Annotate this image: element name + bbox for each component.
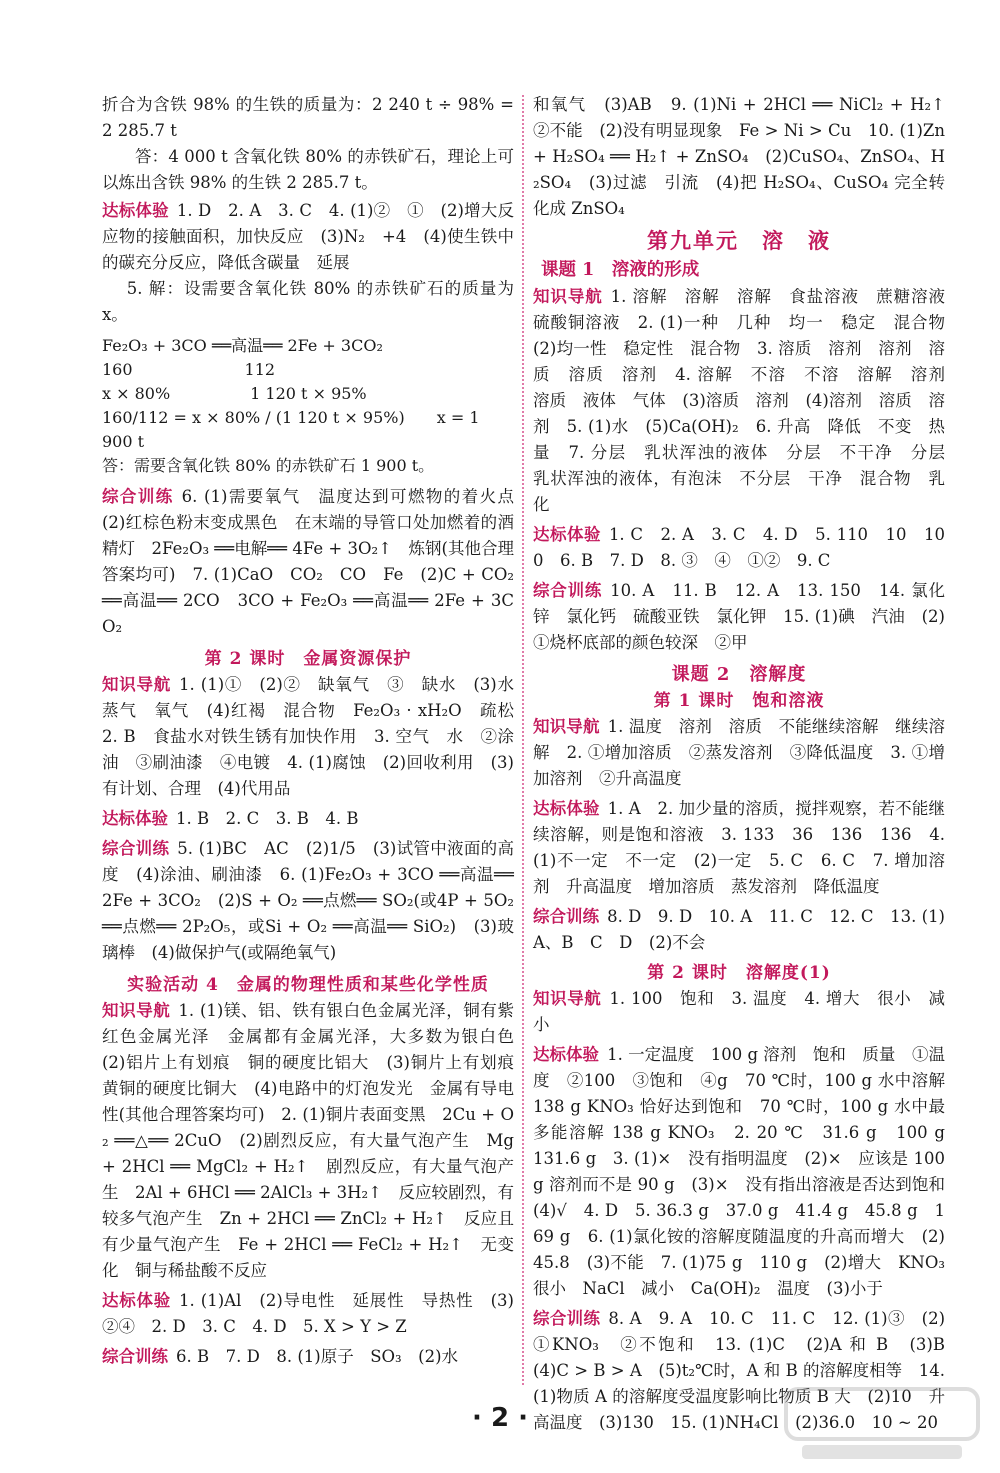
section-block bbox=[533, 284, 962, 518]
section-block bbox=[533, 986, 945, 1038]
section-label: 知识导航 bbox=[102, 1001, 171, 1020]
section-text: 6. (1)需要氧气 温度达到可燃物的着火点 (2)红棕色粉末变成黑色 在末端的导管口处加燃着的酒精灯 2Fe₂O₃ ══电解══ 4Fe + 3O₂↑ 炼钢(其他合理答案均可) 7. (1)CaO CO₂ CO Fe (2)C + CO₂ ══高温══ 2CO 3CO + Fe₂O₃ ══高温══ 2Fe + 3CO₂ bbox=[102, 487, 531, 636]
equation-line: 答：需要含氧化铁 80% 的赤铁矿石 1 900 t。 bbox=[102, 456, 435, 475]
section-text: 1. A 2. 加少量的溶质，搅拌观察，若不能继续溶解，则是饱和溶液 3. 133 36 136 136 4. (1)不一定 不一定 (2)一定 5. C 6. C 7. 增加溶剂 升高温度 增加溶质 蒸发溶剂 降低温度 bbox=[533, 799, 945, 896]
section-label: 知识导航 bbox=[533, 717, 600, 736]
section-text: 5. (1)BC AC (2)1/5 (3)试管中液面的高度 (4)涂油、刷油漆 6. (1)Fe₂O₃ + 3CO ══高温══ 2Fe + 3CO₂ (2)S + O₂ ══点燃══ SO₂(或4P + 5O₂ ══点燃══ 2P₂O₅，或Si + O₂ ══高温══ SiO₂) (3)玻璃棒 (4)做保护气(或隔绝氧气) bbox=[102, 839, 514, 962]
section-label: 综合训练 bbox=[102, 487, 174, 506]
section-block bbox=[533, 1042, 962, 1302]
section-label: 达标体验 bbox=[102, 809, 168, 828]
section-text: 8. D 9. D 10. A 11. C 12. C 13. (1)A、B C D (2)不会 bbox=[533, 907, 945, 952]
section-block bbox=[102, 198, 514, 276]
equation-line: 160/112 = x × 80% / (1 120 t × 95%) x = 1 900 t bbox=[102, 408, 480, 451]
page-number: · 2 · bbox=[472, 1403, 528, 1433]
section-text: 1. (1)Al (2)导电性 延展性 导热性 (3)②④ 2. D 3. C 4. D 5. X > Y > Z bbox=[102, 1291, 514, 1336]
section-block bbox=[102, 1344, 514, 1370]
section-text: 1. C 2. A 3. C 4. D 5. 110 10 100 6. B 7. D 8. ③ ④ ①② 9. C bbox=[533, 525, 945, 570]
section-block bbox=[102, 998, 531, 1284]
topic-title: 课题 2 溶解度 bbox=[671, 664, 807, 685]
paragraph: 5. 解：设需要含氧化铁 80% 的赤铁矿石的质量为 x。 bbox=[102, 279, 514, 324]
section-text: 1. 温度 溶剂 溶质 不能继续溶解 继续溶解 2. ①增加溶质 ②蒸发溶剂 ③降低温度 3. ①增加溶剂 ②升高温度 bbox=[533, 717, 945, 788]
lesson-title: 第 2 课时 金属资源保护 bbox=[204, 649, 412, 669]
activity-title: 实验活动 4 金属的物理性质和某些化学性质 bbox=[127, 975, 489, 995]
section-text: 1. D 2. A 3. C 4. (1)② ① (2)增大反应物的接触面积，加快反应 (3)N₂ +4 (4)使生铁中的碳充分反应，降低含碳量 延展 bbox=[102, 201, 514, 272]
section-label: 知识导航 bbox=[102, 675, 172, 694]
column-divider bbox=[522, 95, 524, 1385]
paragraph: 答：4 000 t 含氧化铁 80% 的赤铁矿石，理论上可以炼出含铁 98% 的生铁 2 285.7 t。 bbox=[102, 147, 514, 192]
equation-line: Fe₂O₃ + 3CO ══高温══ 2Fe + 3CO₂ bbox=[102, 336, 383, 355]
section-block bbox=[533, 904, 945, 956]
section-text: 1. 一定温度 100 g 溶剂 饱和 质量 ①温度 ②100 ③饱和 ④g 70 ℃时，100 g 水中溶解 138 g KNO₃ 恰好达到饱和 70 ℃时，100 g 水中最多能溶解 138 g KNO₃ 2. 20 ℃ 31.6 g 100 g 131.6 g 3. (1)× 没有指明温度 (2)× 应该是 100 g 溶剂而不是 90 g (3)× 没有指出溶液是否达到饱和 (4)√ 4. D 5. 36.3 g 37.0 g 41.4 g 45.8 g 169 g 6. (1)氯化铵的溶解度随温度的升高而增大 (2)45.8 (3)不能 7. (1)75 g 110 g (2)增大 KNO₃ 很小 NaCl 减小 Ca(OH)₂ 温度 (3)小于 bbox=[533, 1045, 962, 1298]
section-block bbox=[533, 522, 945, 574]
section-text: 1. B 2. C 3. B 4. B bbox=[176, 809, 359, 828]
section-block bbox=[102, 806, 514, 832]
section-label: 达标体验 bbox=[102, 201, 169, 220]
section-label: 达标体验 bbox=[533, 525, 601, 544]
section-label: 知识导航 bbox=[533, 989, 602, 1008]
paragraph: 和氧气 (3)AB 9. (1)Ni + 2HCl ══ NiCl₂ + H₂↑ ②不能 (2)没有明显现象 Fe > Ni > Cu 10. (1)Zn + H₂SO₄ ══ H₂↑ + ZnSO₄ (2)CuSO₄、ZnSO₄、H₂SO₄ (3)过滤 引流 (4)把 H₂SO₄、CuSO₄ 完全转化成 ZnSO₄ bbox=[533, 95, 962, 218]
section-text: 1. (1)① (2)② 缺氧气 ③ 缺水 (3)水蒸气 氧气 (4)红褐 混合物 Fe₂O₃ · xH₂O 疏松 2. B 食盐水对铁生锈有加快作用 3. 空气 水 ②涂油 ③刷油漆 ④电镀 4. (1)腐蚀 (2)回收利用 (3)有计划、合理 (4)代用品 bbox=[102, 675, 531, 798]
left-column bbox=[102, 92, 531, 1370]
section-block bbox=[102, 484, 531, 640]
right-column bbox=[533, 92, 962, 1436]
topic-title: 课题 1 溶液的形成 bbox=[541, 260, 700, 280]
section-label: 综合训练 bbox=[533, 907, 600, 926]
section-label: 达标体验 bbox=[102, 1291, 172, 1310]
watermark-logo-icon bbox=[782, 1385, 982, 1465]
lesson-title: 第 2 课时 溶解度(1) bbox=[647, 963, 831, 983]
section-text: 6. B 7. D 8. (1)原子 SO₃ (2)水 bbox=[176, 1347, 459, 1366]
equation-line: x × 80% 1 120 t × 95% bbox=[102, 384, 367, 403]
section-block bbox=[102, 672, 531, 802]
section-block bbox=[533, 714, 945, 792]
section-block bbox=[533, 796, 945, 900]
section-label: 达标体验 bbox=[533, 1045, 600, 1064]
section-label: 综合训练 bbox=[102, 839, 170, 858]
unit-title: 第九单元 溶 液 bbox=[647, 228, 831, 253]
section-block bbox=[533, 578, 945, 656]
section-block bbox=[102, 1288, 514, 1340]
section-block bbox=[102, 836, 514, 966]
section-label: 综合训练 bbox=[533, 1309, 601, 1328]
section-label: 综合训练 bbox=[102, 1347, 168, 1366]
equation-line: 160 112 bbox=[102, 360, 276, 379]
section-label: 达标体验 bbox=[533, 799, 600, 818]
section-text: 8. A 9. A 10. C 11. C 12. (1)③ (2)①KNO₃ ②不饱和 13. (1)C (2)A 和 B (3)B (4)C > B > A (5)t₂℃时，A 和 B 的溶解度相等 14. (1)物质 A 的溶解度受温度影响比物质 B 大 (2)10 升高温度 (3)130 15. (1)NH₄Cl (2)36.0 10 ~ 20 bbox=[533, 1309, 962, 1432]
section-text: 10. A 11. B 12. A 13. 150 14. 氯化锌 氯化钙 硫酸亚铁 氯化钾 15. (1)碘 汽油 (2)①烧杯底部的颜色较深 ②甲 bbox=[533, 581, 945, 652]
section-text: 1. 溶解 溶解 溶解 食盐溶液 蔗糖溶液 硫酸铜溶液 2. (1)一种 几种 均一 稳定 混合物 (2)均一性 稳定性 混合物 3. 溶质 溶剂 溶剂 溶质 溶质 溶剂 4. 溶解 不溶 不溶 溶解 溶剂 溶质 液体 气体 (3)溶质 溶剂 (4)溶剂 溶质 溶剂 5. (1)水 (5)Ca(OH)₂ 6. 升高 降低 不变 热量 7. 分层 乳状浑浊的液体 分层 不干净 分层 乳状浑浊的液体，有泡沫 不分层 干净 混合物 乳化 bbox=[533, 287, 962, 514]
paragraph: 折合为含铁 98% 的生铁的质量为：2 240 t ÷ 98% = 2 285.7 t bbox=[102, 95, 514, 140]
section-text: 1. 100 饱和 3. 温度 4. 增大 很小 减小 bbox=[533, 989, 945, 1034]
section-label: 知识导航 bbox=[533, 287, 603, 306]
section-label: 综合训练 bbox=[533, 581, 603, 600]
section-text: 1. (1)镁、铝、铁有银白色金属光泽，铜有紫红色金属光泽 金属都有金属光泽，大多数为银白色 (2)铝片上有划痕 铜的硬度比铝大 (3)铜片上有划痕 黄铜的硬度比铜大 (4)电路中的灯泡发光 金属有导电性(其他合理答案均可) 2. (1)铜片表面变黑 2Cu + O₂ ══△══ 2CuO (2)剧烈反应，有大量气泡产生 Mg + 2HCl ══ MgCl₂ + H₂↑ 剧烈反应，有大量气泡产生 2Al + 6HCl ══ 2AlCl₃ + 3H₂↑ 反应较剧烈，有较多气泡产生 Zn + 2HCl ══ ZnCl₂ + H₂↑ 反应且有少量气泡产生 Fe + 2HCl ══ FeCl₂ + H₂↑ 无变化 铜与稀盐酸不反应 bbox=[102, 1001, 531, 1280]
lesson-title: 第 1 课时 饱和溶液 bbox=[653, 691, 825, 711]
